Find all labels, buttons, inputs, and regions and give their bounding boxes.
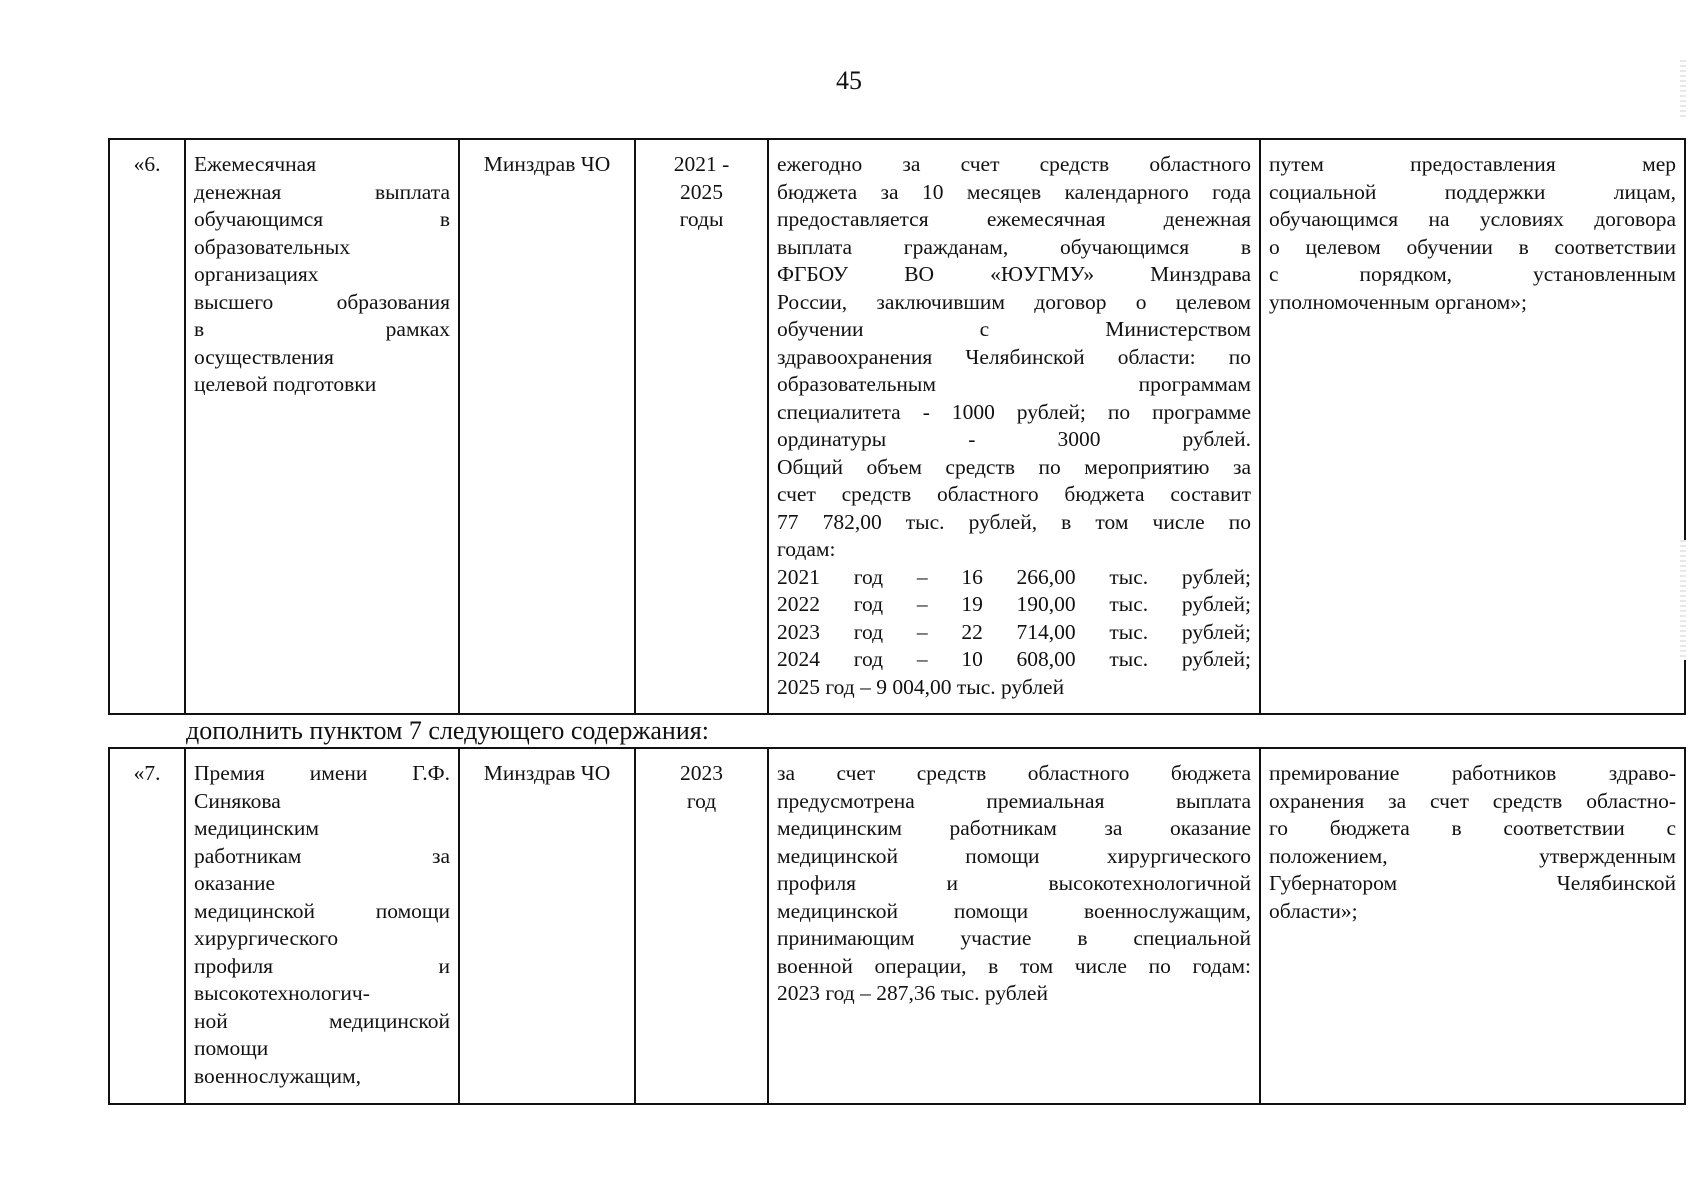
measure-name-line: обучающимся в	[194, 207, 450, 231]
description-line: образовательным программам	[777, 372, 1251, 396]
description-line: 2025 год – 9 004,00 тыс. рублей	[777, 674, 1065, 699]
measure-name-line: ной медицинской	[194, 1008, 450, 1033]
measure-name-line: образовательных	[194, 234, 351, 259]
executor-cell	[459, 139, 635, 714]
description-cell	[768, 139, 1260, 714]
measures-table-item-6	[108, 138, 1686, 715]
measure-name-line: Синякова	[194, 788, 281, 813]
description-line: за счет средств областного бюджета	[777, 761, 1251, 785]
description-line: 77 782,00 тыс. рублей, в том числе по	[777, 509, 1251, 534]
description-line: России, заключившим договор о целевом	[777, 289, 1251, 314]
page-number: 45	[836, 66, 862, 95]
expected-result-line: путем предоставления мер	[1269, 152, 1676, 176]
description-line: 2023 год – 22 714,00 тыс. рублей;	[777, 619, 1251, 644]
term-line: 2021 -	[673, 152, 730, 176]
executor: Минздрав ЧО	[483, 761, 611, 785]
description-line: здравоохранения Челябинской области: по	[777, 344, 1251, 369]
description-line: 2023 год – 287,36 тыс. рублей	[777, 981, 1048, 1005]
measure-name-line: помощи	[194, 1036, 269, 1060]
expected-result-line: о целевом обучении в соответствии	[1269, 234, 1676, 259]
measure-name-line: Премия имени Г.Ф.	[194, 761, 450, 785]
measure-name-line: работникам за	[194, 843, 450, 868]
scan-artifact	[1680, 60, 1686, 120]
term-cell	[635, 139, 768, 714]
expected-result-line: положением, утвержденным	[1269, 843, 1676, 868]
description-line: специалитета - 1000 рублей; по программе	[777, 399, 1251, 424]
description-line: предусмотрена премиальная выплата	[777, 788, 1251, 813]
measure-name-line: денежная выплата	[194, 179, 450, 204]
scan-artifact	[1680, 540, 1686, 660]
description-line: 2024 год – 10 608,00 тыс. рублей;	[777, 647, 1251, 671]
expected-result-line: охранения за счет средств областно-	[1269, 788, 1676, 813]
expected-result-line: обучающимся на условиях договора	[1269, 207, 1676, 231]
description-line: профиля и высокотехнологичной	[777, 871, 1251, 895]
table-row	[109, 139, 1685, 714]
measure-name-line: профиля и	[194, 953, 450, 978]
expected-result-line: с порядком, установленным	[1269, 262, 1676, 286]
expected-result-line: уполномоченным органом»;	[1269, 289, 1527, 314]
measure-name-line: оказание	[194, 871, 276, 895]
measure-name-line: высшего образования	[194, 289, 450, 314]
description-line: ординатуры - 3000 рублей.	[777, 427, 1251, 451]
description-line: медицинским работникам за оказание	[777, 816, 1251, 840]
measure-name-lines	[194, 151, 450, 399]
term-line: 2023	[680, 761, 723, 785]
measure-name-line: Ежемесячная	[194, 152, 317, 176]
description-line: медицинской помощи хирургического	[777, 843, 1251, 868]
description-line: ФГБОУ ВО «ЮУГМУ» Минздрава	[777, 262, 1251, 286]
term-lines	[644, 151, 759, 234]
measure-name-line: медицинской помощи	[194, 898, 450, 923]
measures-table-item-7	[108, 747, 1686, 1105]
item-number-cell	[109, 139, 185, 714]
measure-name-lines	[194, 760, 450, 1090]
description-line: медицинской помощи военнослужащим,	[777, 898, 1251, 923]
executor-cell	[459, 748, 635, 1104]
description-line: счет средств областного бюджета составит	[777, 482, 1251, 506]
measure-name-line: осуществления	[194, 344, 334, 369]
description-line: бюджета за 10 месяцев календарного года	[777, 179, 1251, 204]
description-line: предоставляется ежемесячная денежная	[777, 207, 1251, 231]
description-line: годам:	[777, 537, 836, 561]
term-line: год	[686, 788, 717, 813]
amendment-intro-text: дополнить пунктом 7 следующего содержания:	[186, 716, 709, 745]
description-line: ежегодно за счет средств областного	[777, 152, 1251, 176]
measure-name-line: целевой подготовки	[194, 372, 377, 396]
description-line: выплата гражданам, обучающимся в	[777, 234, 1251, 259]
description-lines	[777, 760, 1251, 1008]
executor: Минздрав ЧО	[483, 152, 611, 176]
measure-name-line: военнослужащим,	[194, 1063, 362, 1088]
item-number: «6.	[133, 152, 161, 176]
item-number-cell	[109, 748, 185, 1104]
description-cell	[768, 748, 1260, 1104]
measure-name-line: медицинским	[194, 816, 319, 840]
description-line: 2021 год – 16 266,00 тыс. рублей;	[777, 564, 1251, 589]
expected-result-line: области»;	[1269, 898, 1358, 923]
description-line: военной операции, в том числе по годам:	[777, 953, 1251, 978]
expected-result-line: Губернатором Челябинской	[1269, 871, 1676, 895]
description-line: принимающим участие в специальной	[777, 926, 1251, 950]
expected-result-cell	[1260, 748, 1685, 1104]
description-line: обучении с Министерством	[777, 317, 1251, 341]
description-line: Общий объем средств по мероприятию за	[777, 454, 1251, 479]
term-line: 2025	[680, 179, 723, 204]
expected-result-cell	[1260, 139, 1685, 714]
description-line: 2022 год – 19 190,00 тыс. рублей;	[777, 592, 1251, 616]
measure-name-cell	[185, 139, 459, 714]
item-number: «7.	[133, 761, 161, 785]
term-cell	[635, 748, 768, 1104]
measure-name-line: в рамках	[194, 317, 450, 341]
measure-name-line: организациях	[194, 262, 319, 286]
measure-name-cell	[185, 748, 459, 1104]
expected-result-lines	[1269, 760, 1676, 925]
measure-name-line: хирургического	[194, 926, 339, 950]
term-lines	[644, 760, 759, 815]
expected-result-line: премирование работников здраво-	[1269, 761, 1676, 785]
expected-result-lines	[1269, 151, 1676, 316]
expected-result-line: социальной поддержки лицам,	[1269, 179, 1676, 204]
table-row	[109, 748, 1685, 1104]
term-line: годы	[679, 207, 724, 231]
expected-result-line: го бюджета в соответствии с	[1269, 816, 1676, 840]
description-lines	[777, 151, 1251, 701]
measure-name-line: высокотехнологич-	[194, 981, 370, 1005]
